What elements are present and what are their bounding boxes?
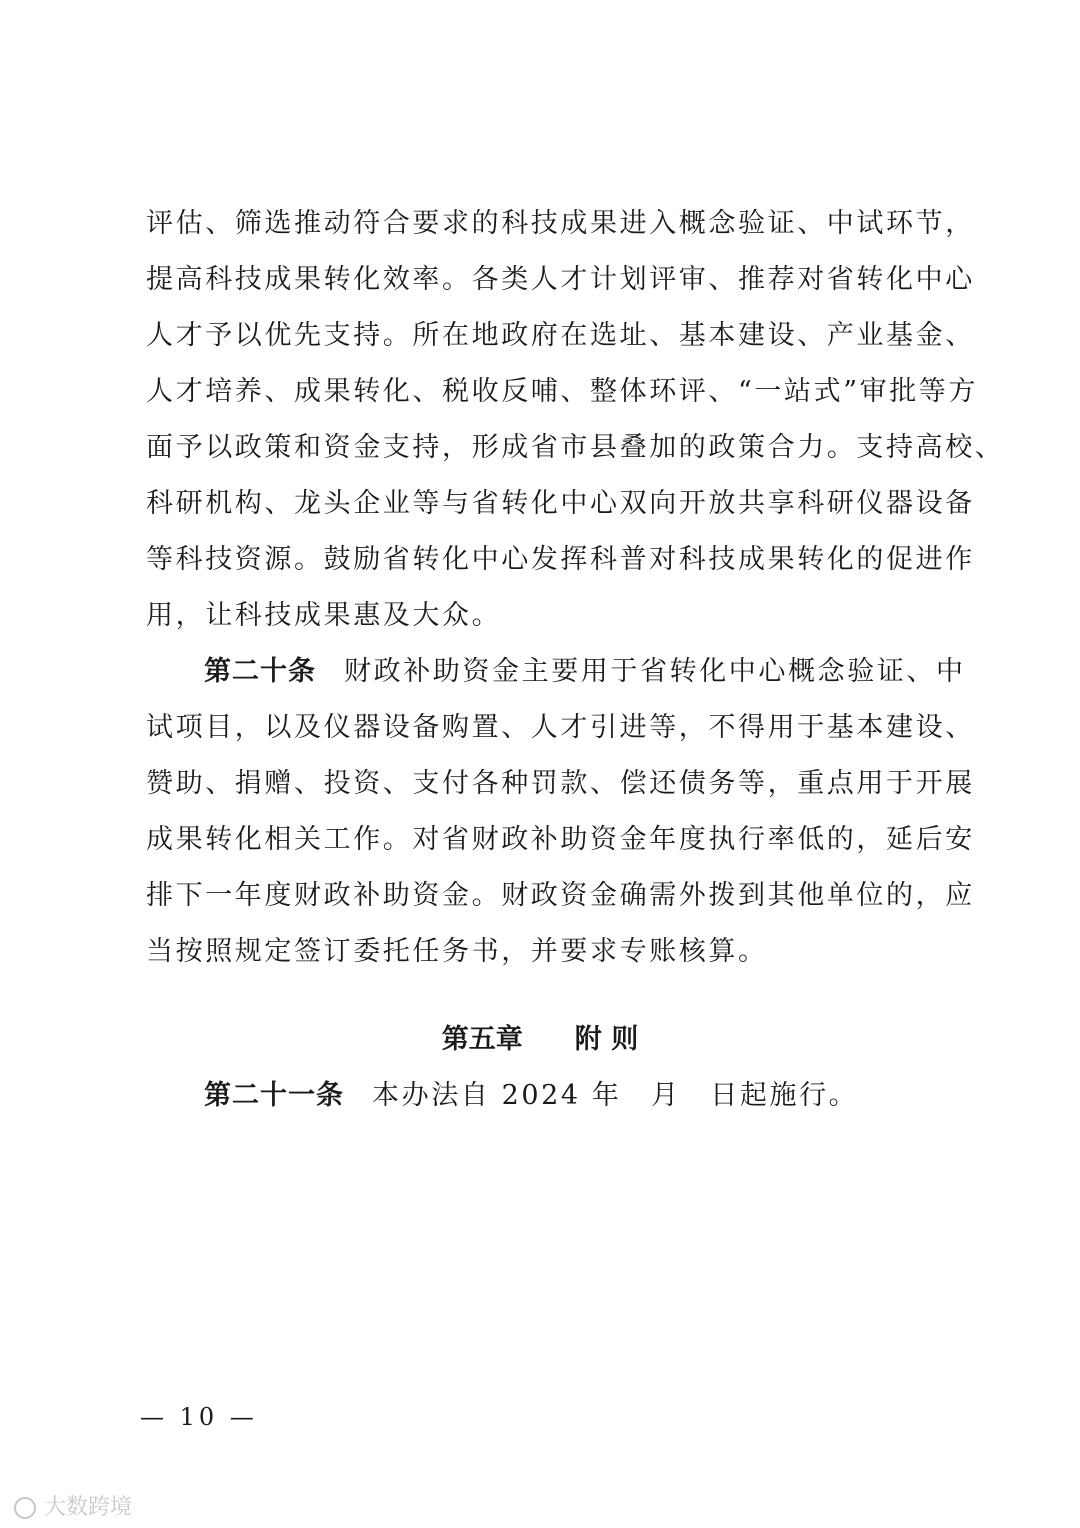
- chapter-number: 第五章: [441, 1024, 523, 1055]
- chapter-title: 附 则: [574, 1024, 639, 1055]
- article-text: 财政补助资金主要用于省转化中心概念验证、中: [344, 656, 966, 687]
- text-line: 面予以政策和资金支持，形成省市县叠加的政策合力。支持高校、: [146, 432, 1005, 463]
- text-line: 人才培养、成果转化、税收反哺、整体环评、“一站式”审批等方: [146, 376, 979, 407]
- chapter-heading: [0, 1022, 1080, 1058]
- text-line: 用，让科技成果惠及大众。: [146, 600, 502, 631]
- watermark-text: 大数跨境: [44, 1495, 133, 1520]
- text-line: 赞助、捐赠、投资、支付各种罚款、偿还债务等，重点用于开展: [146, 768, 975, 799]
- article-21: [204, 1078, 944, 1114]
- text-line: 评估、筛选推动符合要求的科技成果进入概念验证、中试环节，: [146, 208, 975, 239]
- text-line: 当按照规定签订委托任务书，并要求专账核算。: [146, 936, 768, 967]
- text-line: 成果转化相关工作。对省财政补助资金年度执行率低的，延后安: [146, 824, 975, 855]
- text-line: 试项目，以及仪器设备购置、人才引进等，不得用于基本建设、: [146, 712, 975, 743]
- article-label: 第二十一条: [204, 1080, 344, 1111]
- watermark: [14, 1494, 132, 1522]
- page-number: — 10 —: [140, 1403, 258, 1431]
- text-line: 人才予以优先支持。所在地政府在选址、基本建设、产业基金、: [146, 320, 975, 351]
- text-line: 等科技资源。鼓励省转化中心发挥科普对科技成果转化的促进作: [146, 544, 975, 575]
- text-line: 排下一年度财政补助资金。财政资金确需外拨到其他单位的，应: [146, 880, 975, 911]
- text-line: 科研机构、龙头企业等与省转化中心双向开放共享科研仪器设备: [146, 488, 975, 519]
- article-label: 第二十条: [204, 656, 316, 687]
- brand-logo-icon: [14, 1497, 36, 1519]
- article-text: 本办法自 2024 年 月 日起施行。: [372, 1080, 859, 1111]
- article-first-line: [204, 654, 966, 690]
- text-line: 提高科技成果转化效率。各类人才计划评审、推荐对省转化中心: [146, 264, 975, 295]
